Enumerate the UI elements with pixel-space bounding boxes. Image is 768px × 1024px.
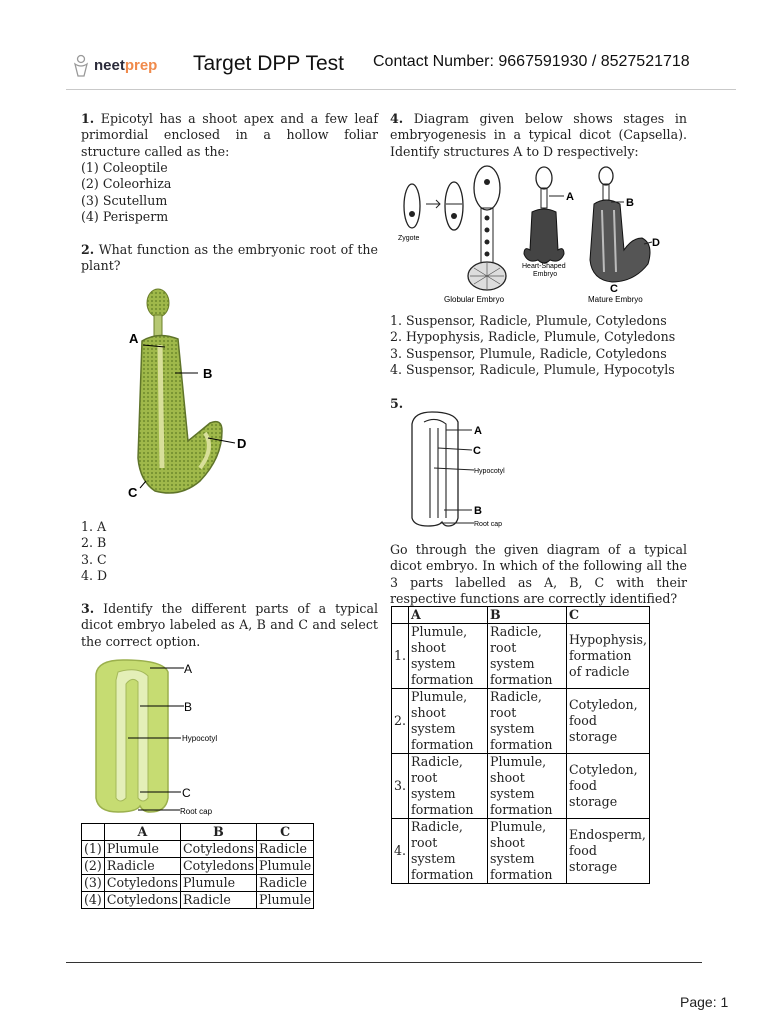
- table-row: [82, 892, 314, 909]
- table-cell: (1): [82, 841, 105, 858]
- table-cell: (4): [82, 892, 105, 909]
- table-cell: Plumule: [180, 875, 256, 892]
- label-d: D: [652, 237, 660, 249]
- table-header-cell: [392, 607, 409, 624]
- table-cell: Radicle: [104, 858, 180, 875]
- table-cell: Plumule, shoot system formation: [409, 624, 488, 689]
- table-header-cell: C: [257, 824, 314, 841]
- label-heart-shaped-embryo: Embryo: [533, 271, 558, 278]
- page-number: Page: 1: [680, 994, 729, 1010]
- table-cell: 1.: [392, 624, 409, 689]
- table-header-row: [392, 607, 650, 624]
- option: 2. Hypophysis, Radicle, Plumule, Cotyledons: [390, 329, 676, 345]
- header-divider: [66, 89, 736, 90]
- logo-person-icon: [72, 54, 92, 82]
- question-1-text: Epicotyl has a shoot apex and a few leaf primordial enclosed in a hollow foliar structure called as the:: [81, 111, 378, 159]
- table-cell: Radicle: [257, 875, 314, 892]
- question-2-embryo-diagram: [110, 283, 260, 508]
- diagram-label-hypocotyl: Hypocotyl: [182, 734, 218, 743]
- table-header-cell: A: [104, 824, 180, 841]
- table-row: [82, 858, 314, 875]
- diagram-label-root-cap: Root cap: [180, 807, 213, 816]
- question-5-text: Go through the given diagram of a typical dicot embryo. In which of the following all the 3 parts labelled as A, B, C with their respective functions are correctly identified?: [390, 542, 687, 607]
- table-cell: 4.: [392, 819, 409, 884]
- question-2: [81, 242, 378, 275]
- label-mature-embryo: Mature Embryo: [588, 295, 643, 304]
- diagram-label-c: C: [182, 786, 191, 800]
- label-globular-embryo: Globular Embryo: [444, 295, 505, 304]
- table-cell: (3): [82, 875, 105, 892]
- option: 4. Suspensor, Radicule, Plumule, Hypocotyls: [390, 362, 675, 378]
- table-row: [392, 754, 650, 819]
- question-1: [81, 111, 378, 160]
- logo-text-prep: prep: [124, 57, 158, 74]
- question-2-options: [81, 519, 107, 585]
- table-cell: 2.: [392, 689, 409, 754]
- table-row: [392, 819, 650, 884]
- footer-divider: [66, 962, 702, 963]
- table-cell: Cotyledon, food storage: [567, 754, 650, 819]
- diagram-label-b: B: [474, 505, 482, 517]
- table-cell: Radicle, root system formation: [409, 819, 488, 884]
- question-2-text: What function as the embryonic root of the plant?: [81, 242, 378, 274]
- question-4-embryogenesis-diagram: [392, 164, 672, 308]
- diagram-label-c: C: [473, 445, 481, 457]
- question-3: [81, 601, 378, 650]
- question-4-text: Diagram given below shows stages in embryogenesis in a typical dicot (Capsella). Identify structures A to D respectively:: [390, 111, 687, 159]
- question-5-number: [390, 396, 403, 412]
- question-2-number: 2.: [81, 242, 95, 257]
- table-cell: Radicle, root system formation: [409, 754, 488, 819]
- table-row: [392, 624, 650, 689]
- table-cell: Plumule: [257, 892, 314, 909]
- table-cell: Cotyledons: [104, 892, 180, 909]
- table-cell: Plumule, shoot system formation: [488, 819, 567, 884]
- option: 4. D: [81, 568, 108, 584]
- table-row: [82, 875, 314, 892]
- diagram-label-b: B: [203, 366, 213, 381]
- table-cell: Cotyledons: [180, 858, 256, 875]
- diagram-label-c: C: [128, 485, 138, 500]
- table-header-cell: B: [180, 824, 256, 841]
- table-cell: Plumule: [104, 841, 180, 858]
- option: 2. B: [81, 535, 107, 551]
- diagram-label-a: A: [129, 331, 139, 346]
- table-row: [392, 689, 650, 754]
- table-cell: Cotyledon, food storage: [567, 689, 650, 754]
- diagram-label-d: D: [237, 436, 247, 451]
- table-header-cell: B: [488, 607, 567, 624]
- logo-text-neet: neet: [94, 57, 125, 74]
- table-cell: Endosperm, food storage: [567, 819, 650, 884]
- table-cell: Radicle: [180, 892, 256, 909]
- option: 3. Suspensor, Plumule, Radicle, Cotyledons: [390, 345, 667, 361]
- contact-number: Contact Number: 9667591930 / 8527521718: [373, 53, 690, 70]
- table-cell: (2): [82, 858, 105, 875]
- table-cell: Plumule, shoot system formation: [409, 689, 488, 754]
- question-5-table: [391, 606, 650, 884]
- diagram-label-root-cap: Root cap: [474, 521, 503, 528]
- label-heart-shaped: Heart-Shaped: [522, 263, 566, 270]
- question-3-embryo-diagram: [88, 658, 288, 820]
- option: (4) Perisperm: [81, 209, 169, 225]
- table-header-row: [82, 824, 314, 841]
- question-3-text: Identify the different parts of a typical dicot embryo labeled as A, B and C and select the correct option.: [81, 601, 378, 649]
- question-4-options: [390, 313, 675, 379]
- question-3-table: [81, 823, 314, 909]
- neetprep-logo: [72, 52, 172, 82]
- option: (2) Coleorhiza: [81, 176, 172, 192]
- page-title: Target DPP Test: [193, 52, 344, 75]
- table-cell: Cotyledons: [180, 841, 256, 858]
- table-cell: Radicle, root system formation: [488, 624, 567, 689]
- option: 1. A: [81, 519, 107, 534]
- diagram-label-a: A: [184, 662, 193, 676]
- option: 3. C: [81, 551, 107, 567]
- option: (3) Scutellum: [81, 192, 168, 208]
- diagram-label-hypocotyl: Hypocotyl: [474, 468, 505, 475]
- label-zygote: Zygote: [398, 235, 420, 242]
- option: 1. Suspensor, Radicle, Plumule, Cotyledons: [390, 313, 667, 328]
- question-4-number: 4.: [390, 111, 404, 126]
- table-cell: Plumule, shoot system formation: [488, 754, 567, 819]
- question-4: [390, 111, 687, 160]
- diagram-label-a: A: [474, 425, 482, 437]
- table-cell: 3.: [392, 754, 409, 819]
- question-1-number: 1.: [81, 111, 95, 126]
- table-cell: Hypophysis, formation of radicle: [567, 624, 650, 689]
- label-a: A: [566, 191, 574, 203]
- table-header-cell: A: [409, 607, 488, 624]
- table-header-cell: [82, 824, 105, 841]
- question-5-number-text: 5.: [390, 396, 404, 411]
- table-cell: Cotyledons: [104, 875, 180, 892]
- question-3-number: 3.: [81, 601, 95, 616]
- label-b: B: [626, 197, 634, 209]
- table-cell: Radicle: [257, 841, 314, 858]
- question-5-embryo-diagram: [404, 410, 524, 530]
- question-1-options: [81, 160, 171, 226]
- table-header-cell: C: [567, 607, 650, 624]
- diagram-label-b: B: [184, 700, 193, 714]
- table-cell: Radicle, root system formation: [488, 689, 567, 754]
- table-cell: Plumule: [257, 858, 314, 875]
- option: (1) Coleoptile: [81, 160, 168, 175]
- label-c: C: [610, 283, 618, 295]
- table-row: [82, 841, 314, 858]
